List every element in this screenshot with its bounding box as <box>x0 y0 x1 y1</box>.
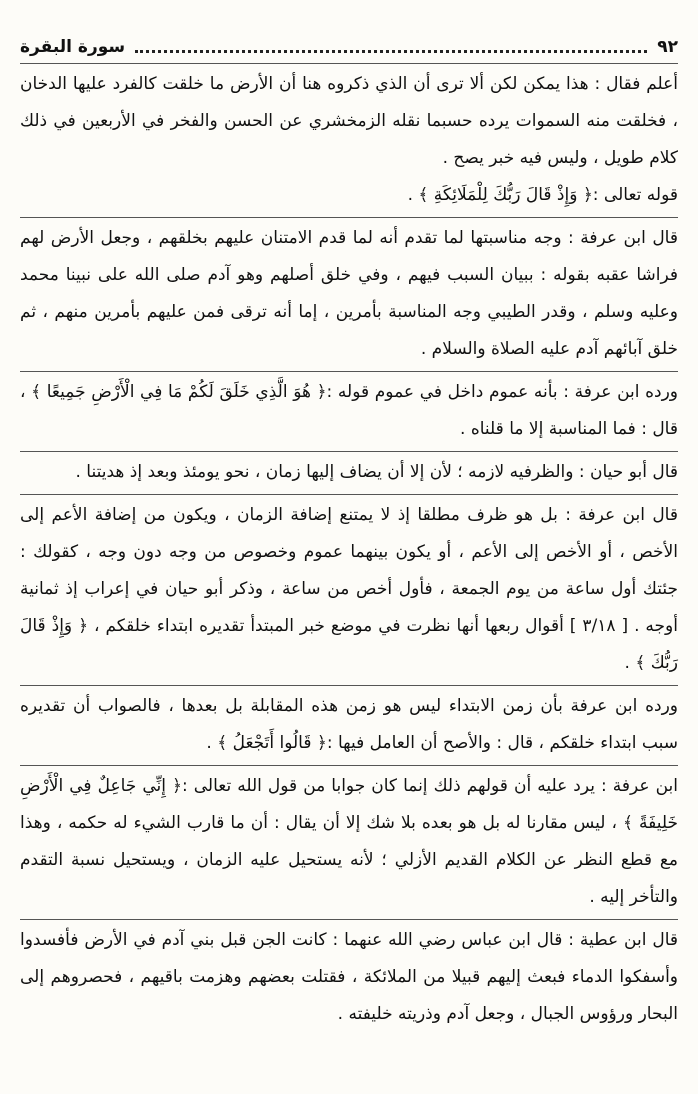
paragraph-6: قال ابن عرفة : بل هو ظرف مطلقا إذ لا يمتنع إضافة الزمان ، ويكون من إضافة الأعم إلى الأخص ، أو الأخص إلى الأعم ، أو يكون بينهما عموم وخصوص من وجه دون وجه ، كقولك : جئتك أول ساعة من يوم الجمعة ، فأول أخص من ساعة ، وذكر أبو حيان في إعراب إذ ثمانية أوجه . [ ٣/١٨ ] أقوال ربعها أنها نظرت في موضع خبر المبتدأ تقديره ابتداء خلقكم ، ﴿ وَإِذْ قَالَ رَبُّكَ ﴾ . <box>20 505 678 673</box>
paragraph-7: ورده ابن عرفة بأن زمن الابتداء ليس هو زمن هذه المقابلة بل بعدها ، فالصواب أن تقديره سبب ابتداء خلقكم ، قال : والأصح أن العامل فيها :﴿ قَالُوا أَتَجْعَلُ ﴾ . <box>20 696 678 753</box>
section-divider <box>20 494 678 495</box>
paragraph-5: قال أبو حيان : والظرفيه لازمه ؛ لأن إلا أن يضاف إليها زمان ، نحو يومئذ وبعد إذ هديتنا . <box>75 462 678 482</box>
section-divider <box>20 217 678 218</box>
paragraph-1: أعلم فقال : هذا يمكن لكن ألا ترى أن الذي ذكروه هنا أن الأرض ما خلقت كالفرد عليها الدخان ، فخلقت منه السموات يرده حسبما نقله الزمخشري عن الحسن والفخر في الأربعين في ذلك كلام طويل ، وليس فيه خبر يصح . <box>20 74 678 168</box>
header-rule <box>20 63 678 64</box>
section-divider <box>20 451 678 452</box>
document-page <box>20 34 678 1033</box>
paragraph-8: ابن عرفة : يرد عليه أن قولهم ذلك إنما كان جوابا من قول الله تعالى :﴿ إِنِّي جَاعِلٌ فِي الْأَرْضِ خَلِيفَةً ﴾ ، ليس مقارنا له بل هو بعده بلا شك إلا أن يقال : أن ما قارب الشيء له حكمه ، وهذا مع قطع النظر عن الكلام القديم الأزلي ؛ لأنه يستحيل عليه الزمان ، ويستحيل نسبة التقدم والتأخر إليه . <box>20 776 678 907</box>
page-number: ٩٢ <box>657 37 678 57</box>
page-header <box>20 34 678 60</box>
section-divider <box>20 371 678 372</box>
section-divider <box>20 919 678 920</box>
section-divider <box>20 685 678 686</box>
section-divider <box>20 765 678 766</box>
paragraph-3: قال ابن عرفة : وجه مناسبتها لما تقدم أنه لما قدم الامتنان عليهم بخلقهم ، وجعل الأرض لهم فراشا عقبه بقوله : ببيان السبب فيهم ، وفي خلق أصلهم وهو آدم صلى الله على نبينا محمد وعليه وسلم ، وقدر الطيبي وجه المناسبة بأمرين ، إما أنه ترقى فمن عليهم بأمرين منهم ، ثم خلق آبائهم آدم عليه الصلاة والسلام . <box>20 228 678 359</box>
paragraph-2: قوله تعالى :﴿ وَإِذْ قَالَ رَبُّكَ لِلْمَلَائِكَةِ ﴾ . <box>407 185 678 205</box>
paragraph-4: ورده ابن عرفة : بأنه عموم داخل في عموم قوله :﴿ هُوَ الَّذِي خَلَقَ لَكُمْ مَا فِي الْأَرْضِ جَمِيعًا ﴾ ، قال : فما المناسبة إلا ما قلناه . <box>20 382 678 439</box>
header-dotted-leader <box>135 41 647 53</box>
paragraph-9: قال ابن عطية : قال ابن عباس رضي الله عنهما : كانت الجن قبل بني آدم في الأرض فأفسدوا وأسفكوا الدماء فبعث إليهم قبيلا من الملائكة ، فقتلت بعضهم وهزمت باقيهم ، فحصروهم إلى البحار ورؤوس الجبال ، وجعل آدم وذريته خليفته . <box>20 930 678 1024</box>
surah-title: سورة البقرة <box>20 37 126 57</box>
